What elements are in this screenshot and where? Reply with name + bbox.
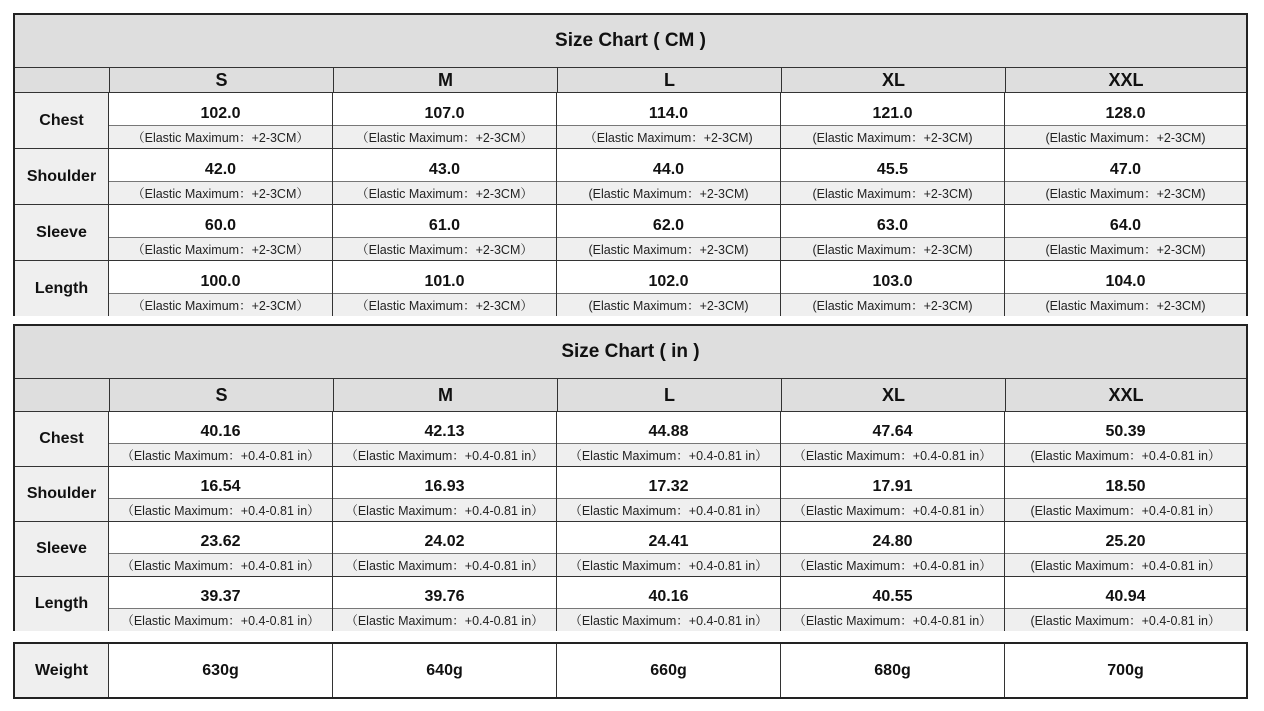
elastic-note: （Elastic Maximum：+0.4-0.81 in） [557,498,780,521]
measurement-cell [109,467,333,521]
measurement-value: 40.94 [1105,588,1146,605]
measurement-row-chest [15,412,1246,467]
measurement-value: 128.0 [1105,105,1146,122]
measurement-value: 121.0 [872,105,913,122]
elastic-note: （Elastic Maximum：+0.4-0.81 in） [333,553,556,576]
measurement-cell [1005,412,1246,466]
elastic-note: （Elastic Maximum：+0.4-0.81 in） [557,443,780,466]
elastic-note: (Elastic Maximum：+2-3CM) [781,237,1004,260]
measurement-cell [333,205,557,260]
measurement-cell [781,93,1005,148]
measurement-value: 17.32 [648,478,689,495]
measurement-value: 64.0 [1109,217,1142,234]
elastic-note: （Elastic Maximum：+0.4-0.81 in） [557,553,780,576]
measurement-cell [109,205,333,260]
row-label: Shoulder [15,467,109,521]
measurement-value: 104.0 [1105,273,1146,290]
measurement-row-sleeve [15,205,1246,261]
measurement-value: 24.02 [424,533,465,550]
size-header-xl: XL [782,379,1006,411]
measurement-cell [1005,467,1246,521]
measurement-value: 100.0 [200,273,241,290]
measurement-value: 114.0 [648,105,689,122]
elastic-note: （Elastic Maximum：+0.4-0.81 in） [109,443,332,466]
weight-cell [109,644,333,697]
row-label: Length [15,261,109,316]
measurement-cell [781,205,1005,260]
measurement-row-shoulder [15,149,1246,205]
measurement-cell [109,261,333,316]
header-corner-cell [15,68,110,92]
measurement-cell [557,205,781,260]
size-header-s: S [110,68,334,92]
size-header-row [15,68,1246,93]
measurement-cell [781,467,1005,521]
weight-label: Weight [15,644,109,697]
size-header-xxl: XXL [1108,384,1144,405]
elastic-note: (Elastic Maximum：+2-3CM) [1005,237,1246,260]
elastic-note: (Elastic Maximum：+0.4-0.81 in） [1005,443,1246,466]
measurement-cell [781,522,1005,576]
row-label: Chest [15,93,109,148]
measurement-value: 101.0 [424,273,465,290]
elastic-note: (Elastic Maximum：+2-3CM) [557,181,780,204]
measurement-cell [557,93,781,148]
measurement-value: 44.88 [648,423,689,440]
size-chart-in-title: Size Chart ( in ) [15,326,1246,379]
size-header-xxl: XXL [1108,69,1144,90]
measurement-value: 39.76 [424,588,465,605]
elastic-note: (Elastic Maximum：+2-3CM) [1005,125,1246,148]
elastic-note: (Elastic Maximum：+2-3CM) [557,237,780,260]
measurement-value: 16.93 [424,478,465,495]
row-label: Shoulder [15,149,109,204]
measurement-row-chest [15,93,1246,149]
row-label: Sleeve [15,522,109,576]
weight-value: 640g [426,661,463,679]
size-chart-in-table [13,324,1248,631]
measurement-value: 103.0 [872,273,913,290]
elastic-note: （Elastic Maximum：+2-3CM） [109,125,332,148]
elastic-note: （Elastic Maximum：+0.4-0.81 in） [333,608,556,631]
measurement-value: 17.91 [872,478,913,495]
measurement-cell [557,149,781,204]
in-rows [15,412,1246,631]
weight-row [15,644,1246,697]
measurement-cell [557,261,781,316]
measurement-value: 24.80 [872,533,913,550]
measurement-value: 42.0 [204,161,237,178]
elastic-note: (Elastic Maximum：+0.4-0.81 in） [1005,553,1246,576]
measurement-cell [109,577,333,631]
measurement-value: 45.5 [876,161,909,178]
measurement-value: 18.50 [1105,478,1146,495]
measurement-cell [1005,261,1246,316]
measurement-cell [333,577,557,631]
measurement-value: 40.55 [872,588,913,605]
header-corner-cell [15,379,110,411]
measurement-value: 16.54 [200,478,241,495]
weight-value: 700g [1107,661,1144,679]
elastic-note: （Elastic Maximum：+0.4-0.81 in） [333,498,556,521]
elastic-note: (Elastic Maximum：+2-3CM) [781,181,1004,204]
measurement-value: 40.16 [200,423,241,440]
elastic-note: （Elastic Maximum：+2-3CM) [557,125,780,148]
size-header-m: M [334,379,558,411]
measurement-value: 61.0 [428,217,461,234]
elastic-note: （Elastic Maximum：+0.4-0.81 in） [781,608,1004,631]
weight-cell [557,644,781,697]
measurement-value: 43.0 [428,161,461,178]
elastic-note: (Elastic Maximum：+2-3CM) [781,293,1004,316]
row-label: Length [15,577,109,631]
size-header-l: L [558,68,782,92]
measurement-cell [109,522,333,576]
size-header-row [15,379,1246,412]
measurement-cell [109,412,333,466]
measurement-cell [1005,577,1246,631]
measurement-cell [1005,205,1246,260]
measurement-cell [781,412,1005,466]
row-label: Chest [15,412,109,466]
elastic-note: （Elastic Maximum：+0.4-0.81 in） [781,443,1004,466]
measurement-value: 42.13 [424,423,465,440]
measurement-value: 102.0 [648,273,689,290]
measurement-cell [557,522,781,576]
size-chart-cm-title: Size Chart ( CM ) [15,15,1246,68]
measurement-cell [781,261,1005,316]
measurement-cell [333,261,557,316]
measurement-cell [781,577,1005,631]
measurement-value: 50.39 [1105,423,1146,440]
measurement-cell [333,522,557,576]
measurement-value: 107.0 [424,105,465,122]
size-header-s: S [110,379,334,411]
measurement-value: 63.0 [876,217,909,234]
measurement-cell [1005,149,1246,204]
elastic-note: （Elastic Maximum：+0.4-0.81 in） [109,498,332,521]
elastic-note: (Elastic Maximum：+2-3CM) [781,125,1004,148]
measurement-value: 62.0 [652,217,685,234]
measurement-cell [109,93,333,148]
elastic-note: （Elastic Maximum：+0.4-0.81 in） [333,443,556,466]
cm-rows [15,93,1246,316]
size-chart-cm-table [13,13,1248,316]
measurement-value: 47.64 [872,423,913,440]
elastic-note: （Elastic Maximum：+0.4-0.81 in） [781,498,1004,521]
row-label: Sleeve [15,205,109,260]
elastic-note: （Elastic Maximum：+0.4-0.81 in） [109,608,332,631]
elastic-note: （Elastic Maximum：+0.4-0.81 in） [781,553,1004,576]
elastic-note: (Elastic Maximum：+0.4-0.81 in） [1005,608,1246,631]
elastic-note: (Elastic Maximum：+2-3CM) [1005,181,1246,204]
measurement-value: 40.16 [648,588,689,605]
measurement-cell [781,149,1005,204]
weight-value: 630g [202,661,239,679]
elastic-note: （Elastic Maximum：+0.4-0.81 in） [557,608,780,631]
measurement-value: 60.0 [204,217,237,234]
elastic-note: （Elastic Maximum：+2-3CM） [333,237,556,260]
size-header-l: L [558,379,782,411]
measurement-value: 47.0 [1109,161,1142,178]
weight-table [13,642,1248,699]
elastic-note: （Elastic Maximum：+2-3CM） [333,181,556,204]
measurement-value: 25.20 [1105,533,1146,550]
elastic-note: （Elastic Maximum：+2-3CM） [333,125,556,148]
measurement-cell [1005,522,1246,576]
weight-value: 680g [874,661,911,679]
elastic-note: （Elastic Maximum：+2-3CM） [109,181,332,204]
weight-cell [333,644,557,697]
weight-cell [781,644,1005,697]
measurement-cell [333,149,557,204]
measurement-cell [333,412,557,466]
measurement-value: 39.37 [200,588,241,605]
size-header-m: M [334,68,558,92]
measurement-value: 44.0 [652,161,685,178]
measurement-cell [333,93,557,148]
elastic-note: (Elastic Maximum：+2-3CM) [1005,293,1246,316]
elastic-note: （Elastic Maximum：+2-3CM） [109,237,332,260]
measurement-cell [557,467,781,521]
measurement-row-length [15,261,1246,316]
measurement-value: 102.0 [200,105,241,122]
weight-cell [1005,644,1246,697]
elastic-note: (Elastic Maximum：+2-3CM) [557,293,780,316]
measurement-row-sleeve [15,522,1246,577]
elastic-note: （Elastic Maximum：+0.4-0.81 in） [109,553,332,576]
weight-value: 660g [650,661,687,679]
measurement-row-shoulder [15,467,1246,522]
measurement-row-length [15,577,1246,631]
measurement-cell [109,149,333,204]
size-header-xl: XL [782,68,1006,92]
measurement-cell [1005,93,1246,148]
measurement-cell [333,467,557,521]
elastic-note: （Elastic Maximum：+2-3CM） [109,293,332,316]
measurement-cell [557,577,781,631]
measurement-cell [557,412,781,466]
elastic-note: (Elastic Maximum：+0.4-0.81 in） [1005,498,1246,521]
measurement-value: 24.41 [648,533,689,550]
elastic-note: （Elastic Maximum：+2-3CM） [333,293,556,316]
measurement-value: 23.62 [200,533,241,550]
